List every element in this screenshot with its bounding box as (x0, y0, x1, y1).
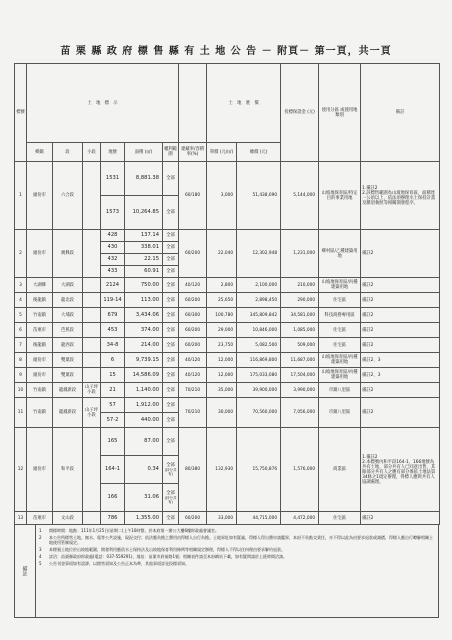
unit-price-cell: 3,000 (207, 162, 237, 230)
section-cell: 龍鳳新段 (53, 398, 83, 428)
note-number: 4 (39, 553, 42, 559)
total-price-cell: 15,750,876 (237, 428, 281, 512)
right-scope-cell: 全部 (163, 293, 179, 308)
remarks-cell (361, 398, 440, 428)
remarks-line: 2.該標售範圍為山坡地保育區，面積達一公頃以上，依法須辦理水土保持計畫及雜項執照等相關開發程序。 (362, 190, 436, 206)
subsection-cell: 山子坪小段 (83, 383, 101, 398)
total-price-cell: 12,302,948 (237, 230, 281, 278)
table-row (15, 428, 440, 456)
right-scope-cell: 全部 (163, 383, 179, 398)
coverage-cell: 40/120 (179, 278, 207, 293)
unit-price-cell: 22,040 (207, 230, 237, 278)
table-row (15, 353, 440, 368)
township-cell: 後龍鎮 (27, 293, 53, 308)
right-scope-cell: 全部 (163, 278, 179, 293)
lot-number-cell: 432 (101, 254, 125, 266)
header-coverage: 建蔽率/容積率(%) (179, 143, 207, 162)
table-row (15, 230, 440, 242)
zoning-cell: 山坡地保育區/丙種建築用地 (319, 278, 361, 293)
subsection-cell (83, 323, 101, 338)
scope-note: (持分共有) (164, 496, 177, 504)
total-price-cell: 5,082,500 (237, 338, 281, 353)
note-item (39, 561, 434, 567)
right-scope-cell: 全部 (163, 323, 179, 338)
subsection-cell (83, 230, 101, 278)
right-scope-cell: 全部 (163, 266, 179, 278)
coverage-cell: 60/200 (179, 512, 207, 525)
right-scope-cell: 全部 (163, 398, 179, 413)
township-cell: 竹南鎮 (27, 383, 53, 398)
deposit-cell: 34,581,000 (281, 308, 319, 323)
deposit-cell: 1,085,000 (281, 323, 319, 338)
lot-number-cell: 6 (101, 353, 125, 368)
area-cell: 87.00 (125, 428, 163, 456)
note-text: 本公告所標售土地，無水、電等公共設施，現況交付；依法應負擔之費用由得標人自行負擔。土地界址如有疑義，得標人得自費申請鑑界，本府不負點交責任，亦不得以此為由要求退款或減價，得標人應自行瞭解相關土地使用管制規定。 (49, 534, 433, 546)
coverage-cell: 70/210 (179, 383, 207, 398)
note-number: 5 (39, 560, 42, 566)
note-item (39, 535, 434, 546)
township-cell: 大湖鄉 (27, 278, 53, 293)
deposit-cell: 11,687,000 (281, 353, 319, 368)
zoning-cell: 市鎮八里區 (319, 398, 361, 428)
remarks-line: 備註2、3 (362, 372, 381, 378)
zoning-cell: 商業區 (319, 428, 361, 512)
unit-price-cell: 29,000 (207, 323, 237, 338)
deposit-cell: 5,144,000 (281, 162, 319, 230)
remarks-cell (361, 338, 440, 353)
subsection-cell (83, 293, 101, 308)
township-cell: 頭份市 (27, 353, 53, 368)
subsection-cell (83, 368, 101, 383)
section-cell: 廣興段 (53, 230, 83, 278)
lot-number-cell: 428 (101, 230, 125, 242)
right-scope-cell: 全部 (163, 254, 179, 266)
section-cell: 龍西段 (53, 338, 83, 353)
section-cell: 大湖段 (53, 278, 83, 293)
table-row (15, 293, 440, 308)
header-lot: 地號 (101, 143, 125, 162)
deposit-cell: 1,576,000 (281, 428, 319, 512)
area-cell: 14,586.09 (125, 368, 163, 383)
header-area: 面積 (㎡) (125, 143, 163, 162)
remarks-line: 備註2 (362, 515, 374, 521)
coverage-cell: 60/200 (179, 338, 207, 353)
total-price-cell: 345,809,842 (237, 308, 281, 323)
note-text: 公告刊登事項如有誤謬，以標售須知及公告正本為準，其他事項詳見投標須知。 (49, 560, 189, 566)
table-row (15, 323, 440, 338)
subsection-cell (83, 353, 101, 368)
subsection-cell (83, 308, 101, 323)
remarks-cell (361, 230, 440, 278)
table-header-row (15, 64, 440, 143)
header-blank (179, 64, 207, 143)
unit-price-cell: 25,650 (207, 293, 237, 308)
remarks-line: 1.備註2 (362, 185, 378, 191)
remarks-line: 備註2 (362, 327, 374, 333)
zoning-cell: 住宅區 (319, 323, 361, 338)
total-price-cell: 51,438,090 (237, 162, 281, 230)
township-cell: 苗栗市 (27, 512, 53, 525)
area-cell: 1,355.00 (125, 512, 163, 525)
area-cell: 338.01 (125, 242, 163, 254)
note-text: 本標號土地位於山坡地範圍，開發利用應依水土保持法及山坡地保育利用條例等相關規定辦理，得標人不得以任何理由要求解約退款。 (49, 547, 285, 553)
area-cell: 214.00 (125, 338, 163, 353)
remarks-cell (361, 383, 440, 398)
lot-number-cell: 1531 (101, 162, 125, 196)
deposit-cell: 4,472,000 (281, 512, 319, 525)
total-price-cell: 70,560,000 (237, 398, 281, 428)
section-cell: 雙菓段 (53, 368, 83, 383)
remarks-cell (361, 293, 440, 308)
page-title: 苗 栗 縣 政 府 標 售 縣 有 土 地 公 告 － 附頁－ 第一頁，共一頁 (60, 46, 392, 57)
table-row (15, 398, 440, 413)
right-scope-cell: 全部 (163, 353, 179, 368)
table-row (15, 368, 440, 383)
coverage-cell: 80/380 (179, 428, 207, 512)
notes-list (39, 528, 434, 568)
remarks-cell (361, 278, 440, 293)
coverage-cell: 60/200 (179, 230, 207, 278)
deposit-cell: 509,000 (281, 338, 319, 353)
table-row (15, 162, 440, 196)
township-cell: 竹南鎮 (27, 308, 53, 323)
subsection-cell: 山子坪小段 (83, 398, 101, 428)
unit-price-cell: 100,780 (207, 308, 237, 323)
area-cell: 22.15 (125, 254, 163, 266)
deposit-cell: 1,231,000 (281, 230, 319, 278)
remarks-cell (361, 368, 440, 383)
section-cell: 和平段 (53, 428, 83, 512)
note-text: 開標時間：地點：111年1月25日(星期二)上午10時整，於本府第一辦公大樓6樓財政處會議室。 (49, 528, 220, 533)
coverage-cell: 70/210 (179, 398, 207, 428)
header-subsection: 小段 (83, 143, 101, 162)
zoning-cell: 鄉村區/乙種建築用地 (319, 230, 361, 278)
township-cell: 頭份市 (27, 162, 53, 230)
township-cell: 後龍鎮 (27, 338, 53, 353)
right-scope-cell: 全部 (163, 162, 179, 196)
remarks-line: 1.備註2 (362, 454, 378, 460)
coverage-cell: 60/200 (179, 323, 207, 338)
area-cell: 31.06 (125, 484, 163, 512)
remarks-line: 備註2 (362, 387, 374, 393)
header-unit-price: 單價 (元/㎡) (207, 143, 237, 162)
zoning-cell: 住宅區 (319, 293, 361, 308)
notes-label: 備註 (15, 525, 36, 617)
total-price-cell: 2,898,450 (237, 293, 281, 308)
area-cell: 1,140.00 (125, 383, 163, 398)
lot-number-cell: 1573 (101, 196, 125, 230)
row-number: 13 (15, 512, 27, 525)
subsection-cell (83, 338, 101, 353)
section-cell: 大埔段 (53, 308, 83, 323)
right-scope-cell: 全部 (163, 338, 179, 353)
township-cell: 苗栗市 (27, 323, 53, 338)
coverage-cell: 40/120 (179, 353, 207, 368)
right-scope-cell: 全部 (163, 196, 179, 230)
row-number: 1 (15, 162, 27, 230)
deposit-cell: 3,990,000 (281, 383, 319, 398)
notes-section (14, 525, 439, 618)
lot-number-cell: 57-2 (101, 413, 125, 428)
lot-number-cell: 433 (101, 266, 125, 278)
area-cell: 750.00 (125, 278, 163, 293)
area-cell: 374.00 (125, 323, 163, 338)
section-cell: 龍鳳新段 (53, 383, 83, 398)
row-number: 4 (15, 293, 27, 308)
lot-number-cell: 21 (101, 383, 125, 398)
total-price-cell: 10,846,000 (237, 323, 281, 338)
section-cell: 六合段 (53, 162, 83, 230)
area-cell: 440.00 (125, 413, 163, 428)
section-cell: 雙菓段 (53, 353, 83, 368)
header-price-group: 土 地 底 價 (207, 64, 281, 143)
coverage-cell: 60/200 (179, 293, 207, 308)
remarks-line: 備註2 (362, 410, 374, 415)
zoning-cell: 科技商務專用區 (319, 308, 361, 323)
township-cell: 頭份市 (27, 230, 53, 278)
area-cell: 10,264.85 (125, 196, 163, 230)
section-cell: 龍北段 (53, 293, 83, 308)
header-zoning: 使用分區 或使用地類別 (319, 64, 361, 162)
area-cell: 113.00 (125, 293, 163, 308)
lot-number-cell: 2124 (101, 278, 125, 293)
table-row (15, 308, 440, 323)
right-scope-cell: 全部 (持分共有) (163, 484, 179, 512)
township-cell: 頭份市 (27, 368, 53, 383)
total-price-cell: 39,900,000 (237, 383, 281, 398)
total-price-cell: 116,869,800 (237, 353, 281, 368)
note-number: 2 (39, 534, 42, 540)
lot-number-cell: 166 (101, 484, 125, 512)
row-number: 11 (15, 398, 27, 428)
area-cell: 8,881.38 (125, 162, 163, 196)
remarks-cell (361, 428, 440, 512)
table-row (15, 512, 440, 525)
row-number: 10 (15, 383, 27, 398)
coverage-cell: 40/120 (179, 368, 207, 383)
scope-note: (持分共有) (164, 468, 177, 476)
subsection-cell (83, 512, 101, 525)
remarks-line: 備註2、3 (362, 357, 381, 363)
right-scope-cell: 全部 (持分共有) (163, 456, 179, 484)
note-number: 1 (39, 528, 42, 533)
row-number: 2 (15, 230, 27, 278)
lot-number-cell: 786 (101, 512, 125, 525)
unit-price-cell: 12,000 (207, 353, 237, 368)
lot-number-cell: 165 (101, 428, 125, 456)
row-number: 5 (15, 308, 27, 323)
right-scope-cell: 全部 (163, 512, 179, 525)
row-number: 8 (15, 353, 27, 368)
remarks-line: 備註2 (362, 282, 374, 288)
unit-price-cell: 132,930 (207, 428, 237, 512)
coverage-cell: 60/300 (179, 308, 207, 323)
note-item (39, 528, 434, 534)
unit-price-cell: 2,800 (207, 278, 237, 293)
lot-number-cell: 164-1 (101, 456, 125, 484)
deposit-cell: 7,056,000 (281, 398, 319, 428)
remarks-line: 2.本標號內和平段164-1、166地號為共有土地，部分共有人已同意出售，其餘部分共有人之應有部分係依土地法第34條之1規定辦理，得標人應與共有人協調處理。 (362, 459, 436, 485)
table-row (15, 338, 440, 353)
lot-number-cell: 119-14 (101, 293, 125, 308)
note-number: 3 (39, 547, 42, 553)
deposit-cell: 290,000 (281, 293, 319, 308)
area-cell: 3,434.06 (125, 308, 163, 323)
section-cell: 文山段 (53, 512, 83, 525)
deposit-cell: 210,000 (281, 278, 319, 293)
lot-number-cell: 15 (101, 368, 125, 383)
township-cell: 竹南鎮 (27, 398, 53, 428)
lot-number-cell: 453 (101, 323, 125, 338)
header-township: 鄉鎮 (27, 143, 53, 162)
note-item (39, 547, 434, 553)
right-scope-cell: 全部 (163, 368, 179, 383)
row-number: 12 (15, 428, 27, 512)
area-cell: 9,739.15 (125, 353, 163, 368)
row-number: 7 (15, 338, 27, 353)
zoning-cell: 住宅區 (319, 338, 361, 353)
unit-price-cell: 12,000 (207, 368, 237, 383)
lot-number-cell: 430 (101, 242, 125, 254)
area-cell: 0.34 (125, 456, 163, 484)
header-no: 標號 (15, 64, 27, 162)
note-text: 詳洽：苗栗縣政府財政處(電話：037-559291)，地址：苗栗市府前路1號；相關表件請至本府網站下載，如有疑問請於上班時間洽詢。 (49, 553, 288, 559)
remarks-line: 備註2 (362, 342, 374, 348)
remarks-line: 備註2 (362, 297, 374, 303)
land-sale-table (14, 63, 440, 525)
area-cell: 1,912.00 (125, 398, 163, 413)
right-scope-cell: 全部 (163, 308, 179, 323)
section-cell: 芭蕉段 (53, 323, 83, 338)
zoning-cell: 山坡地保育區/丙種建築用地 (319, 353, 361, 368)
subsection-cell (83, 278, 101, 293)
header-land-group: 土 地 標 示 (27, 64, 179, 143)
row-number: 6 (15, 323, 27, 338)
coverage-cell: 60/180 (179, 162, 207, 230)
zoning-cell: 山坡地保育區/特定目的事業用地 (319, 162, 361, 230)
remarks-cell (361, 323, 440, 338)
unit-price-cell: 23,750 (207, 338, 237, 353)
table-row (15, 383, 440, 398)
lot-number-cell: 57 (101, 398, 125, 413)
zoning-cell: 市鎮八里區 (319, 383, 361, 398)
row-number: 9 (15, 368, 27, 383)
unit-price-cell: 30,000 (207, 398, 237, 428)
right-scope-cell: 全部 (163, 242, 179, 254)
note-item (39, 554, 434, 560)
right-scope-cell: 全部 (163, 230, 179, 242)
total-price-cell: 175,033,080 (237, 368, 281, 383)
subsection-cell (83, 162, 101, 230)
remarks-line: 備註2 (362, 312, 374, 318)
remarks-cell (361, 308, 440, 323)
remarks-cell (361, 353, 440, 368)
header-remarks: 備註 (361, 64, 440, 162)
zoning-cell: 住宅區 (319, 512, 361, 525)
right-scope-cell: 全部 (163, 413, 179, 428)
total-price-cell: 44,715,000 (237, 512, 281, 525)
header-right-scope: 權利範圍 (163, 143, 179, 162)
remarks-cell (361, 512, 440, 525)
unit-price-cell: 35,000 (207, 383, 237, 398)
table-row (15, 278, 440, 293)
header-section: 段 (53, 143, 83, 162)
total-price-cell: 2,100,000 (237, 278, 281, 293)
zoning-cell: 山坡地保育區/丙種建築用地 (319, 368, 361, 383)
unit-price-cell: 33,000 (207, 512, 237, 525)
header-total-price: 總價 (元) (237, 143, 281, 162)
remarks-cell (361, 162, 440, 230)
area-cell: 60.91 (125, 266, 163, 278)
lot-number-cell: 679 (101, 308, 125, 323)
row-number: 3 (15, 278, 27, 293)
deposit-cell: 17,504,000 (281, 368, 319, 383)
township-cell: 頭份市 (27, 428, 53, 512)
header-deposit: 投標保證金 (元) (281, 64, 319, 162)
remarks-line: 備註2 (362, 251, 374, 256)
right-scope-cell: 全部 (163, 428, 179, 456)
lot-number-cell: 34-8 (101, 338, 125, 353)
area-cell: 137.14 (125, 230, 163, 242)
subsection-cell (83, 428, 101, 512)
